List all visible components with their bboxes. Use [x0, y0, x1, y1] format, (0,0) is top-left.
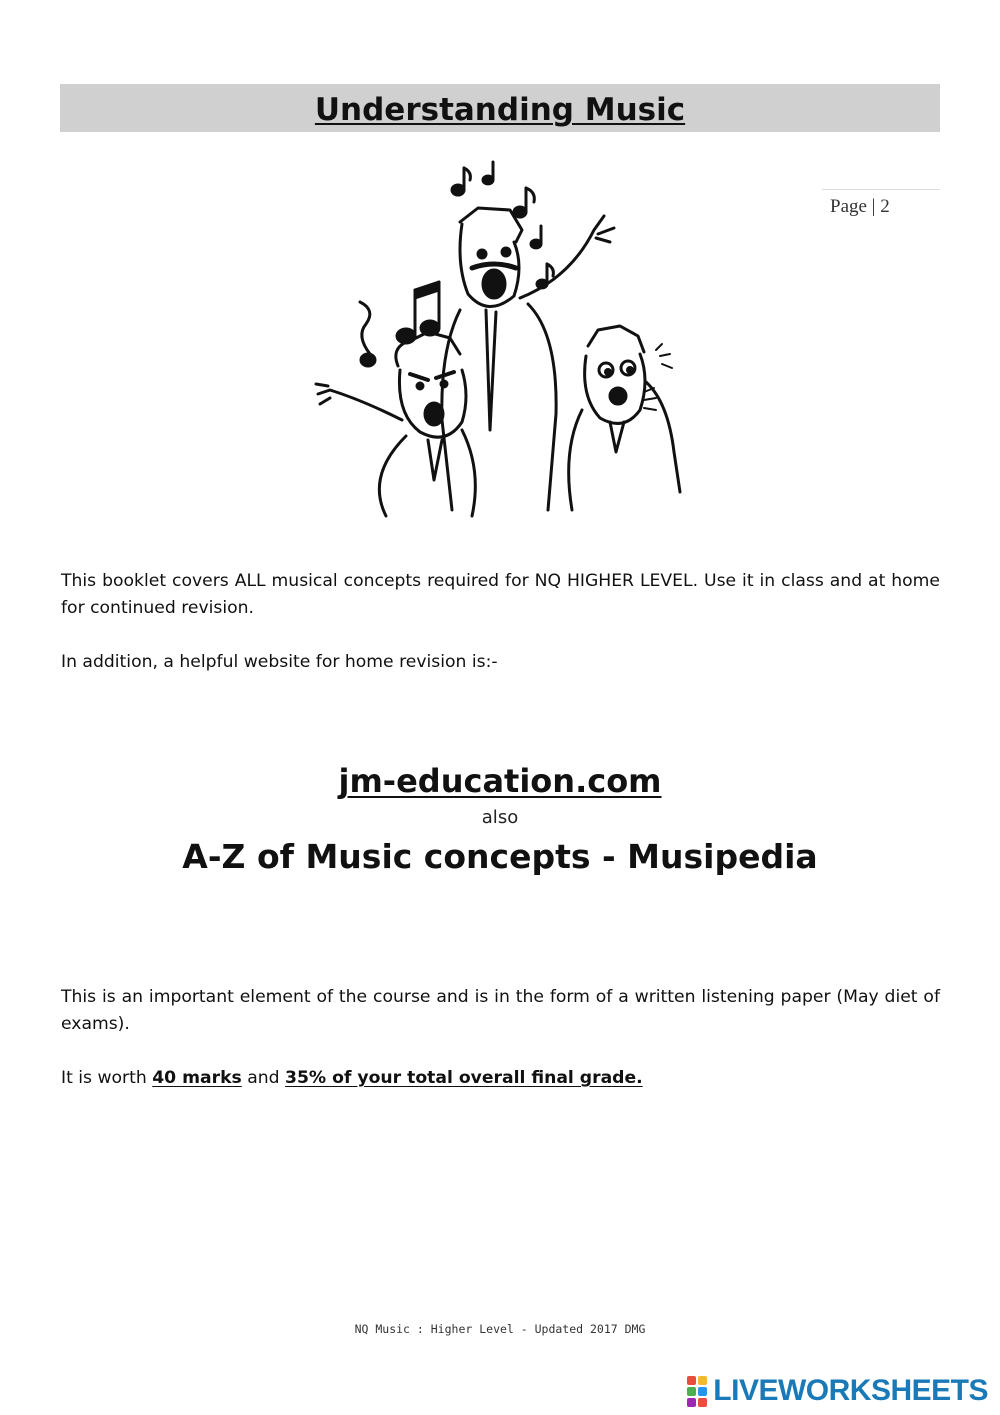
marks-emphasis: 40 marks — [152, 1068, 242, 1088]
website-link[interactable]: jm-education.com — [338, 762, 662, 800]
singing-men-cartoon-icon — [310, 160, 690, 525]
liveworksheets-logo-icon — [687, 1376, 707, 1407]
music-note-icon — [360, 162, 553, 366]
title-bar — [60, 84, 940, 132]
liveworksheets-brand[interactable] — [687, 1374, 988, 1408]
page-title: Understanding Music — [314, 92, 686, 128]
brand-name: LIVEWORKSHEETS — [713, 1374, 988, 1407]
also-label: also — [481, 807, 519, 828]
footer-text: NQ Music : Higher Level - Updated 2017 DMG — [354, 1322, 646, 1336]
assessment-paragraph: This is an important element of the course and is in the form of a written listening paper (May diet of exams). — [61, 987, 940, 1034]
worth-prefix: It is worth — [61, 1068, 153, 1088]
page-number: Page | 2 — [830, 196, 890, 217]
worth-paragraph — [61, 1065, 940, 1092]
website-intro-paragraph: In addition, a helpful website for home revision is:- — [61, 652, 498, 672]
intro-paragraph: This booklet covers ALL musical concepts required for NQ HIGHER LEVEL. Use it in class and at home for continued revision. — [61, 571, 940, 618]
worth-and: and — [241, 1068, 286, 1088]
musipedia-heading: A-Z of Music concepts - Musipedia — [182, 837, 818, 876]
page-number-rule — [822, 189, 940, 190]
grade-emphasis: 35% of your total overall final grade. — [285, 1068, 643, 1088]
